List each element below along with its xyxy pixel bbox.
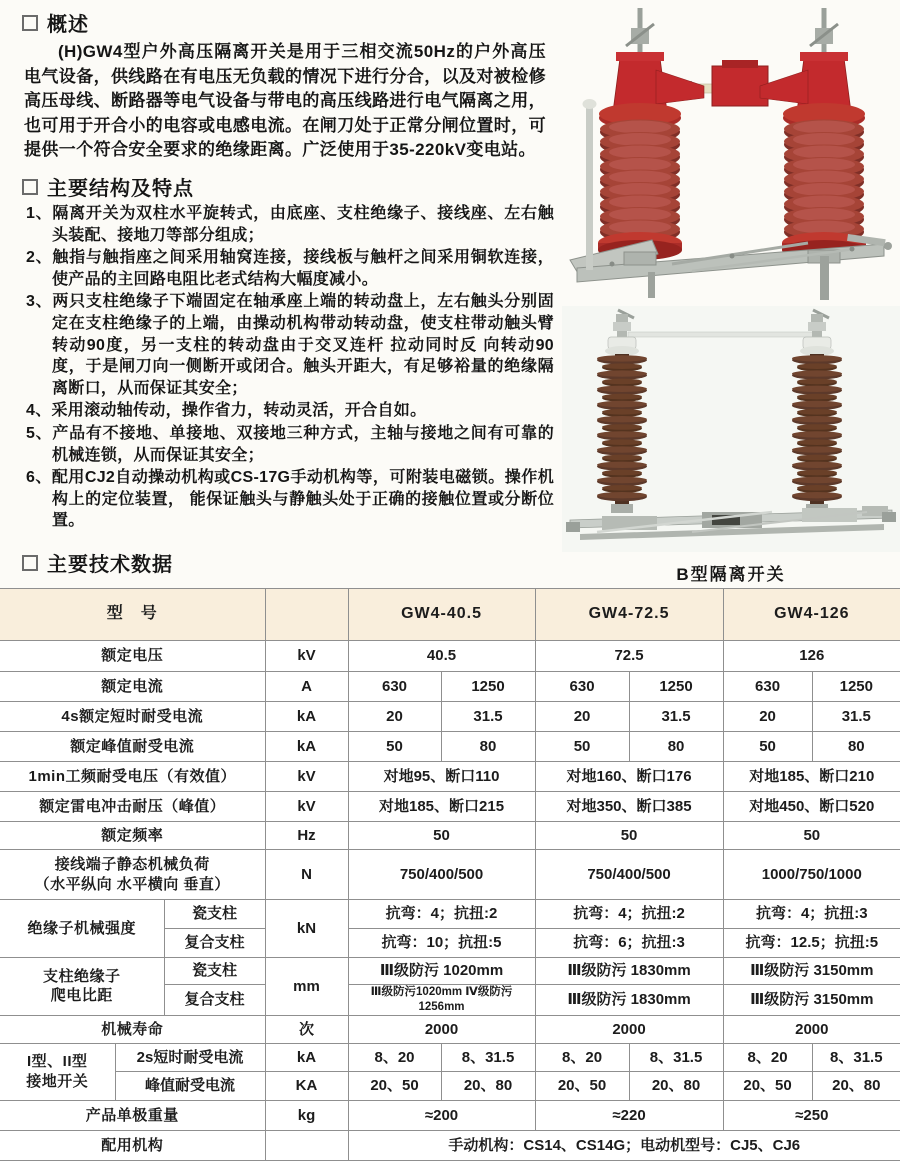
table-row	[0, 641, 900, 672]
cell-value: 抗弯：4；抗扭:3	[723, 900, 900, 929]
table-row	[0, 732, 900, 762]
cell-value: 1250	[441, 672, 535, 702]
cell-value: 手动机构：CS14、CS14G；电动机型号：CJ5、CJ6	[348, 1130, 900, 1160]
cell-unit: 次	[265, 1015, 348, 1043]
row-sublabel: 峰值耐受电流	[115, 1071, 265, 1100]
cell-value: 8、20	[723, 1043, 812, 1071]
cell-value: 对地350、断口385	[535, 792, 723, 822]
cell-value: 8、31.5	[441, 1043, 535, 1071]
row-sublabel: 2s短时耐受电流	[115, 1043, 265, 1071]
cell-value: 630	[348, 672, 441, 702]
overview-heading	[22, 8, 89, 37]
features-title: 主要结构及特点	[47, 178, 194, 200]
cell-value: Ⅲ级防污 1830mm	[535, 958, 723, 985]
cell-value: 20、50	[348, 1071, 441, 1100]
cell-value: 8、20	[535, 1043, 629, 1071]
cell-value: 抗弯：4；抗扭:2	[348, 900, 535, 929]
cell-value: 8、31.5	[629, 1043, 723, 1071]
cell-value: 抗弯：4；抗扭:2	[535, 900, 723, 929]
cell-value: 1250	[629, 672, 723, 702]
table-row	[0, 850, 900, 900]
cell-value: 8、20	[348, 1043, 441, 1071]
feature-item: 2、触指与触指座之间采用轴窝连接，接线板与触杆之间采用铜软连接，使产品的主回路电阻比老式结构大幅度减小。	[26, 249, 554, 288]
cell-unit: N	[265, 850, 348, 900]
cell-value: 72.5	[535, 641, 723, 672]
cell-value: 20、80	[441, 1071, 535, 1100]
row-label: 绝缘子机械强度	[0, 900, 164, 958]
model-label-cell: 型 号	[0, 589, 265, 641]
cell-value: 20	[348, 702, 441, 732]
overview-paragraph: (H)GW4型户外高压隔离开关是用于三相交流50Hz的户外高压电气设备，供线路在有电压无负载的情况下进行分合，以及对被检修高压母线、断路器等电气设备与带电的高压线路进行电气隔离之用，也可用于开合小的电容或电感电流。在闸刀处于正常分闸位置时，可提供一个符合安全要求的绝缘距离。广泛使用于35-220kV变电站。	[24, 42, 546, 159]
cell-value: ≈200	[348, 1100, 535, 1130]
feature-item: 3、两只支柱绝缘子下端固定在轴承座上端的转动盘上，左右触头分别固定在支柱绝缘子的上端，由操动机构带动转动盘，使支柱带动触头臂转动90度，另一支柱的转动盘由于交叉连杆 拉动同时反 向转动90度，于是闸刀向一侧断开或闭合。触头开距大，有足够裕量的绝缘隔离断口，从而保证其安全；	[26, 293, 554, 397]
table-row	[0, 1100, 900, 1130]
cell-value: 20、50	[723, 1071, 812, 1100]
features-list	[26, 203, 554, 533]
cell-value: Ⅲ级防污 3150mm	[723, 958, 900, 985]
tech-data-title: 主要技术数据	[47, 554, 173, 576]
feature-item: 1、隔离开关为双柱水平旋转式，由底座、支柱绝缘子、接线座、左右触头装配、接地刀等部分组成；	[26, 205, 554, 244]
model-cell: GW4-126	[723, 589, 900, 641]
cell-value: 31.5	[812, 702, 900, 732]
cell-value: Ⅲ级防污 1830mm	[535, 985, 723, 1016]
cell-value: 80	[812, 732, 900, 762]
cell-unit: kV	[265, 762, 348, 792]
cell-value: 20	[535, 702, 629, 732]
disconnector-photo-type-a	[552, 2, 900, 300]
cell-unit: kA	[265, 732, 348, 762]
cell-value: 50	[535, 822, 723, 850]
cell-unit: kN	[265, 900, 348, 958]
cell-unit: mm	[265, 958, 348, 1016]
cell-unit: kA	[265, 702, 348, 732]
row-label: 1min工频耐受电压（有效值）	[0, 762, 265, 792]
row-sublabel: 复合支柱	[164, 985, 265, 1016]
cell-value: 50	[723, 732, 812, 762]
cell-value: 750/400/500	[535, 850, 723, 900]
spec-table	[0, 588, 900, 1161]
square-bullet-icon	[22, 555, 38, 571]
table-row	[0, 958, 900, 985]
cell-value: 20、80	[629, 1071, 723, 1100]
cell-value: 对地160、断口176	[535, 762, 723, 792]
model-cell: GW4-72.5	[535, 589, 723, 641]
cell-value: Ⅲ级防污1020mm Ⅳ级防污1256mm	[348, 985, 535, 1016]
cell-value: 2000	[723, 1015, 900, 1043]
table-row	[0, 792, 900, 822]
cell-unit: kA	[265, 1043, 348, 1071]
cell-unit: KA	[265, 1071, 348, 1100]
row-label: 产品单极重量	[0, 1100, 265, 1130]
model-cell: GW4-40.5	[348, 589, 535, 641]
cell-value: 抗弯：12.5；抗扭:5	[723, 929, 900, 958]
unit-header-cell	[265, 589, 348, 641]
table-row	[0, 900, 900, 929]
cell-value: 630	[723, 672, 812, 702]
row-label: 额定峰值耐受电流	[0, 732, 265, 762]
cell-value: 抗弯：6；抗扭:3	[535, 929, 723, 958]
square-bullet-icon	[22, 179, 38, 195]
row-label: 额定频率	[0, 822, 265, 850]
cell-value: 750/400/500	[348, 850, 535, 900]
cell-value: 对地185、断口215	[348, 792, 535, 822]
table-row	[0, 762, 900, 792]
cell-value: 1000/750/1000	[723, 850, 900, 900]
row-label: 额定雷电冲击耐压（峰值）	[0, 792, 265, 822]
figure-b-caption: B型隔离开关	[676, 565, 786, 584]
cell-value: 31.5	[441, 702, 535, 732]
table-row	[0, 822, 900, 850]
row-sublabel: 复合支柱	[164, 929, 265, 958]
feature-item: 6、配用CJ2自动操动机构或CS-17G手动机构等，可附装电磁锁。操作机构上的定位装置， 能保证触头与静触头处于正确的接触位置或分断位置。	[26, 469, 554, 530]
row-label: 4s额定短时耐受电流	[0, 702, 265, 732]
cell-value: 1250	[812, 672, 900, 702]
row-sublabel: 瓷支柱	[164, 958, 265, 985]
cell-value: 80	[629, 732, 723, 762]
cell-value: 80	[441, 732, 535, 762]
cell-value: 50	[535, 732, 629, 762]
cell-value: 2000	[348, 1015, 535, 1043]
cell-unit: kV	[265, 792, 348, 822]
cell-value: 50	[723, 822, 900, 850]
row-label: 机械寿命	[0, 1015, 265, 1043]
row-label: 支柱绝缘子 爬电比距	[0, 958, 164, 1016]
feature-item: 5、产品有不接地、单接地、双接地三种方式，主轴与接地之间有可靠的机械连锁，从而保证其安全；	[26, 424, 554, 464]
cell-value: 50	[348, 822, 535, 850]
cell-value: 126	[723, 641, 900, 672]
cell-value: ≈220	[535, 1100, 723, 1130]
disconnector-b-drawing	[562, 306, 900, 558]
cell-value: Ⅲ级防污 3150mm	[723, 985, 900, 1016]
row-label: 配用机构	[0, 1130, 265, 1160]
cell-value: 对地450、断口520	[723, 792, 900, 822]
cell-value: 20、50	[535, 1071, 629, 1100]
features-heading	[22, 172, 194, 201]
cell-value: ≈250	[723, 1100, 900, 1130]
cell-value: Ⅲ级防污 1020mm	[348, 958, 535, 985]
table-row	[0, 1071, 900, 1100]
disconnector-photo-type-b	[562, 306, 900, 558]
table-row	[0, 1015, 900, 1043]
row-label: 额定电流	[0, 672, 265, 702]
cell-value: 2000	[535, 1015, 723, 1043]
cell-value: 8、31.5	[812, 1043, 900, 1071]
cell-value: 630	[535, 672, 629, 702]
cell-value: 抗弯：10；抗扭:5	[348, 929, 535, 958]
table-row	[0, 1043, 900, 1071]
tech-data-heading	[22, 548, 173, 577]
row-label: 额定电压	[0, 641, 265, 672]
row-sublabel: 瓷支柱	[164, 900, 265, 929]
table-row	[0, 672, 900, 702]
cell-value: 对地95、断口110	[348, 762, 535, 792]
row-label: 接线端子静态机械负荷 （水平纵向 水平横向 垂直）	[0, 850, 265, 900]
cell-unit: Hz	[265, 822, 348, 850]
row-label: I型、II型 接地开关	[0, 1043, 115, 1100]
table-row	[0, 702, 900, 732]
cell-value: 20、80	[812, 1071, 900, 1100]
cell-unit: kg	[265, 1100, 348, 1130]
feature-item: 4、采用滚动轴传动，操作省力，转动灵活，开合自如。	[26, 402, 427, 420]
overview-title: 概述	[47, 14, 89, 36]
cell-value: 20	[723, 702, 812, 732]
table-header-row	[0, 589, 900, 641]
square-bullet-icon	[22, 15, 38, 31]
cell-value: 对地185、断口210	[723, 762, 900, 792]
cell-value: 40.5	[348, 641, 535, 672]
cell-value: 31.5	[629, 702, 723, 732]
cell-unit: A	[265, 672, 348, 702]
disconnector-a-drawing	[552, 2, 900, 300]
cell-unit: kV	[265, 641, 348, 672]
cell-value: 50	[348, 732, 441, 762]
